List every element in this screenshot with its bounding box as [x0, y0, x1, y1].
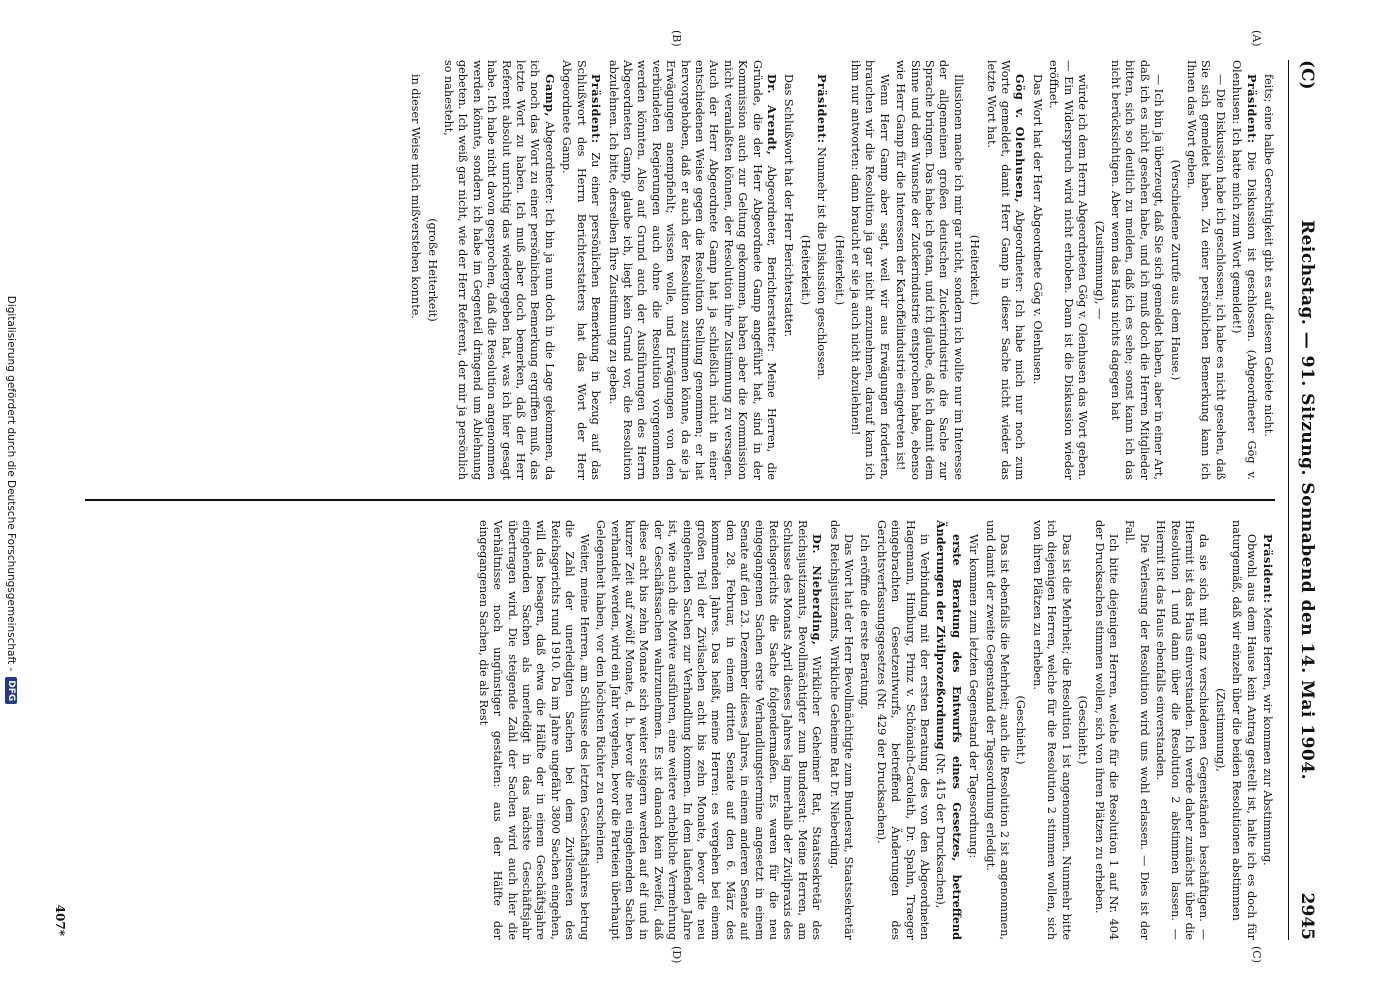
paragraph — [873, 520, 931, 940]
paragraph — [1108, 60, 1166, 480]
paragraph-text: Ich bitte diejenigen Herren, welche für die Resolution 1 auf Nr. 404 der Drucksachen stimmen wollen, sich von ihren Plätzen zu erheben. — [1092, 520, 1120, 940]
paragraph-text: Wirklicher Geheimer Rat, Staatssekretär des Reichsjustizamts, Bevollmächtigter zum Bundesrat: Meine Herren, am Schlusse des Monats April dieses Jahres lag innerhalb der Zivilpraxis des Reichsgerichts die Sache folgendermaßen. Es waren für die neu eingegangenen Sachen erste Verhandlungstermine angesetzt in einem Senate auf den 23. Dezember dieses Jahres, in einem anderen Senate auf den 28. Februar, in einem dritten Senate auf den 6. März des kommenden Jahres. Das heißt, meine Herren: es vergehen bei einem großen Teil der Zivilsachen acht bis zehn Monate, bevor die neu eingehenden Sachen zur Verhandlung kommen. In dem laufenden Jahre ist, wie auch die Motive ausführen, eine weitere erhebliche Vermehrung der Geschäftssachen wahrzunehmen. Es ist danach kein Zweifel, daß diese acht bis zehn Monate sich weiter steigern werden auf elf und in kurzer Zeit auf zwölf Monate, d. h. bevor die neu eingehenden Sachen verhandelt werden, wird ein Jahr vergehen, bevor die Parteien überhaupt Gelegenheit haben, vor den höchsten Richter zu erscheinen. — [594, 520, 824, 940]
paragraph-text: Die Diskussion ist geschlossen. (Abgeordneter Gög v. Olenhusen: Ich hatte mich zum Wort gemeldet!) — [1230, 60, 1258, 480]
paragraph-text: würde ich dem Herrn Abgeordneten Gög v. Olenhusen das Wort geben. — Ein Widerspruch wird nicht erhoben. Dann ist die Diskussion wieder eröffnet. — [1047, 60, 1090, 480]
paragraph — [1260, 520, 1275, 940]
paragraph-text: Ich eröffne die erste Beratung. — [858, 534, 872, 710]
interjection: (Zustimmung), — [1213, 688, 1227, 772]
paragraph — [848, 60, 891, 480]
paragraph — [1229, 60, 1259, 480]
margin-marker-d: (D) — [670, 946, 683, 964]
paragraph-text: Obwohl aus dem Hause kein Antrag gestellt ist, halte ich es doch für naturgemäß, daß wir einzeln über die beiden Resolutionen abstimmen — [1230, 520, 1258, 940]
interjection: (Geschieht.) — [1076, 695, 1090, 765]
paragraph — [1091, 60, 1105, 480]
interjection: (Geschieht.) — [1014, 695, 1028, 765]
page-header — [1288, 60, 1323, 940]
header-margin-marker: (C) — [1297, 60, 1317, 90]
interjection: (große Heiterkeit) — [425, 218, 439, 322]
paragraph-text: in dieser Weise mich mißverstehen konnte. — [409, 74, 423, 319]
paragraph — [857, 520, 871, 940]
paragraph-text: Wenn Herr Gamp aber sagt, weil wir aus Erwägungen forderten, brauchen wir die Resolution ja gar nicht anzunehmen, darauf kann ich ihm nur antworten: dann braucht er sie ja auch nicht abzulehnen! — [849, 60, 891, 480]
paragraph — [933, 520, 964, 940]
paragraph-text: feits; eine halbe Gerechtigkeit gibt es auf diesem Gebiete nicht. — [1262, 74, 1275, 437]
paragraph — [893, 60, 965, 480]
paragraph — [814, 60, 829, 480]
paragraph — [1153, 520, 1211, 940]
paragraph-text: Meine Herren, wir kommen zur Abstimmung. — [1261, 607, 1274, 866]
paragraph — [593, 520, 825, 940]
paragraph — [408, 60, 422, 480]
paragraph-text: Abgeordneter: Ich bin ja nun doch in die Lage gekommen, da ich noch das Wort zu einer persönlichen Bemerkung ergriffen muß, das letzte Wort zu haben. Ich muß aber doch bemerken, daß der Herr Referent absolut unrichtig das wiedergegeben hat, was ich hier gesagt habe. Ich habe nicht davon gesprochen, daß die Resolution angenommen werden könnte, sondern ich habe im Gegenteil dringend um Ablehnung gebeten. Ich weiß gar nicht, wie der Herr Referent, der mir ja persönlich so nahesteht, — [442, 60, 556, 480]
paragraph — [831, 60, 845, 480]
interjection: (Heiterkeit.) — [798, 234, 812, 306]
paragraph — [1184, 60, 1227, 480]
margin-marker-c: (C) — [1250, 946, 1263, 963]
dfg-logo: DFG — [5, 677, 17, 704]
interjection: (Heiterkeit.) — [968, 234, 982, 306]
interjection: (Zustimmung), — — [1092, 220, 1106, 320]
paragraph — [797, 60, 811, 480]
paragraph — [1167, 60, 1181, 480]
left-column — [85, 60, 1275, 480]
paragraph — [983, 60, 1027, 480]
paragraph — [982, 520, 1011, 940]
column-divider — [85, 499, 1275, 501]
signature-mark: 407* — [53, 904, 67, 936]
paragraph — [475, 520, 590, 940]
paragraph — [781, 60, 795, 480]
paragraph — [1046, 60, 1089, 480]
paragraph-text: Das Wort hat der Herr Bevollmächtigte zum Bundesrat, Staatssekretär des Reichsjustizamts, Wirkliche Geheime Rat Dr. Nieberding. — [827, 520, 856, 940]
paragraph-text: Weiter, meine Herren, am Schlusse des letzten Geschäftsjahres betrug die Zahl der unerledigten Sachen bei dem Zivilsenaten des Reichsgerichts rund 1910. Da im Jahre ungefähr 3800 Sachen eingehen, will das besagen, daß etwa die Hälfte der in einem Geschäftsjahre eingehenden Sachen als unerledigt in das nächste Geschäftsjahr übertragen wird. Die steigende Zahl der Sachen wird auch hier die Verhältnisse noch ungünstiger gestalten: aus der Hälfte der eingegangenen Sachen, die als Rest — [476, 520, 591, 940]
paragraph — [605, 60, 779, 480]
paragraph-text: da sie sich mit ganz verschiedenen Gegenständen beschäftigen. — Hiermit ist das Haus einverstanden. Ich werde daher zunächst über die Resolution 1 und dann über die Resolution 2 abstimmen lassen. — Hiermit ist das Haus ebenfalls einverstanden. — [1154, 520, 1211, 940]
interjection: (Verschiedene Zurufe aus dem Hause.) — [1168, 159, 1182, 381]
digitization-credit — [0, 0, 22, 1000]
paragraph-text: (Nr. 415 der Drucksachen), — [934, 753, 948, 909]
paragraph — [1030, 60, 1044, 480]
paragraph — [1261, 60, 1275, 480]
paragraph-text: Wir kommen zum letzten Gegenstand der Tagesordnung: — [967, 534, 981, 859]
margin-marker-b: (B) — [670, 30, 683, 47]
paragraph — [1091, 520, 1120, 940]
speaker-name: Gög v. Olenhusen, — [1013, 74, 1028, 203]
paragraph — [966, 520, 980, 940]
paragraph-text: Das ist ebenfalls die Mehrheit; auch die Resolution 2 ist angenommen, und damit der zweite Gegenstand der Tagesordnung erledigt. — [983, 520, 1012, 940]
speaker-name: Präsident: — [589, 74, 604, 144]
right-column — [85, 520, 1275, 940]
paragraph — [1030, 520, 1073, 940]
credit-text: Digitalisierung gefördert durch die Deutsche Forschungsgemeinschaft - — [5, 295, 17, 672]
paragraph-text: Nunmehr ist die Diskussion geschlossen. — [815, 147, 829, 380]
paragraph-text: Die Verlesung der Resolution wird uns wohl erlassen. — Dies ist der Fall. — [1123, 520, 1151, 940]
paragraph-text: Zu einer persönlichen Bemerkung in bezug auf das Schlußwort des Herrn Berichterstatters hat das Wort der Herr Abgeordnete Gamp. — [560, 60, 603, 480]
paragraph — [1212, 520, 1226, 940]
agenda-item: erste Beratung des Entwurfs eines Gesetzes, betreffend Änderungen der Zivilprozeßordnung — [934, 520, 964, 940]
paragraph — [1229, 520, 1258, 940]
speaker-name: Präsident: — [1261, 534, 1275, 604]
paragraph-text: in Verbindung mit der ersten Beratung des von den Abgeordneten Hagemann, Himburg, Prinz v. Schönaich-Carolath, Dr. Spahn, Traeger eingebrachten Gesetzentwurfs, betreffend Änderungen des Gerichtsverfassungsgesetzes (Nr. 429 der Drucksachen). — [874, 520, 932, 940]
paragraph — [424, 60, 438, 480]
paragraph — [826, 520, 855, 940]
speaker-name: Präsident: — [1244, 74, 1259, 144]
paragraph-text: Das ist die Mehrheit; die Resolution 1 ist angenommen. Nunmehr bitte ich diejenigen Herren, welche für die Resolution 2 stimmen wollen, sich von ihren Plätzen zu erheben. — [1030, 520, 1073, 940]
paragraph — [967, 60, 981, 480]
margin-marker-a: (A) — [1250, 30, 1263, 47]
paragraph — [1122, 520, 1151, 940]
paragraph-text: Abgeordneter, Berichterstatter: Meine Herren, die Gründe, die der Herr Abgeordnete Gamp angeführt hat, sind in der Kommission auch zur Geltung gekommen, haben aber die Kommission nicht veranlaßten können, der Resolution ihre Zustimmung zu versagen. Auch der Herr Abgeordnete Gamp hat ja schließlich nicht in einer entschiedenen Weise gegen die Resolution Stellung genommen; er hat hervorgehoben, daß er auch der Resolution zustimmen könne, da sie ja Erwägungen anempfiehlt; wissen wolle, und Erwägungen von den verbündeten Regierungen auch ohne die Resolution vorgenommen werden könnten. Also auf Grund auch der Ausführungen des Herrn Abgeordneten Gamp, glaube ich, liegt kein Grund vor, die Resolution abzulehnen. Ich bitte, derselben Ihre Zustimmung zu geben. — [606, 60, 778, 480]
paragraph-text: — Ich bin ja überzeugt, daß Sie sich gemeldet haben, aber in einer Art, daß ich es nicht gesehen habe, und ich muß doch die Herren Mitglieder bitten, sich so deutlich zu melden, daß ich es sehe; sonst kann ich das nicht berücksichtigen. Aber wenn das Haus nichts dagegen hat — [1108, 60, 1166, 480]
paragraph — [1075, 520, 1089, 940]
speaker-name: Dr. Nieberding, — [810, 534, 825, 646]
page-body — [53, 30, 1323, 964]
paragraph-text: Das Schlußwort hat der Herr Berichterstatter. — [782, 74, 796, 338]
interjection: (Heiterkeit.) — [832, 234, 846, 306]
speaker-name: Präsident: — [815, 74, 830, 144]
speaker-name: Dr. Arendt, — [765, 74, 779, 156]
speaker-name: Gamp, — [542, 74, 557, 117]
paragraph-text: Das Wort hat der Herr Abgeordnete Gög v. Olenhusen. — [1030, 74, 1044, 385]
paragraph — [1013, 520, 1027, 940]
header-title: Reichstag. — 91. Sitzung. Sonnabend den 14. Mai 1904. — [1297, 219, 1317, 780]
paragraph — [559, 60, 603, 480]
page-number: 2945 — [1297, 892, 1317, 940]
paragraph — [441, 60, 557, 480]
paragraph-text: — Die Diskussion habe ich geschlossen; ich habe es nicht gesehen, daß Sie sich gemeldet haben. Zu einer persönlichen Bemerkung kann ich Ihnen das Wort geben. — [1184, 60, 1227, 480]
paragraph-text: Abgeordneter: Ich habe mich nur noch zum Worte gemeldet, damit Herr Gamp in dieser Sache nicht wieder das letzte Wort hat. — [984, 60, 1027, 480]
paragraph-text: Illusionen mache ich mir gar nicht, sondern ich wollte nur im Interesse der allgemeinen großen deutschen Zuckerindustrie die Sache zur Sprache bringen. Das habe ich getan, und ich glaube, daß ich damit dem Sinne und dem Wunsche der Zuckerindustrie entsprochen habe, ebenso wie Herr Gamp für die Interessen der Kartoffelindustrie eingetreten ist! — [894, 60, 965, 480]
